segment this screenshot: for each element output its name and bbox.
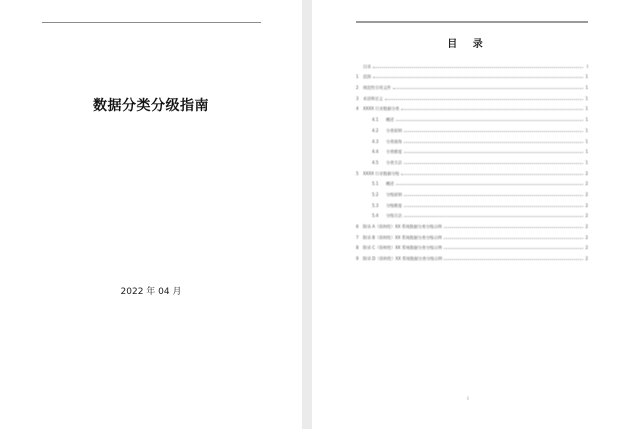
toc-entry-number: 5.4	[372, 213, 379, 219]
toc-entry-page: 1	[585, 127, 588, 133]
toc-leader-dots	[401, 173, 583, 175]
toc-entry[interactable]	[356, 79, 588, 90]
toc-entry-number: 3	[356, 95, 359, 101]
toc-leader-dots	[444, 237, 583, 239]
toc-entry-number: 1	[356, 74, 359, 80]
toc-leader-dots	[385, 98, 583, 100]
toc-entry-page: I	[586, 63, 588, 69]
cover-page	[0, 0, 302, 429]
toc-entry-number: 5	[356, 170, 359, 176]
toc-entry[interactable]	[356, 186, 588, 197]
toc-page	[312, 0, 624, 429]
toc-entry-title: 术语和定义	[363, 95, 383, 101]
toc-entry[interactable]	[356, 250, 588, 261]
toc-entry[interactable]	[356, 90, 588, 101]
toc-entry[interactable]	[356, 144, 588, 155]
toc-entry-title: 分类维度	[386, 149, 402, 155]
toc-entry-page: 2	[585, 213, 588, 219]
toc-leader-dots	[404, 141, 583, 143]
toc-entry-page: 2	[585, 256, 588, 262]
toc-leader-dots	[404, 215, 583, 217]
toc-entry-page: 1	[585, 117, 588, 123]
toc-entry[interactable]	[356, 240, 588, 251]
toc-leader-dots	[444, 258, 583, 260]
toc-entry-number: 4.3	[372, 138, 379, 144]
toc-entry[interactable]	[356, 218, 588, 229]
toc-entry-number: 9	[356, 256, 359, 262]
toc-entry-title: XXXX 行业数据分级	[363, 170, 400, 176]
toc-entry[interactable]	[356, 197, 588, 208]
toc-entry-page: 2	[585, 181, 588, 187]
toc-entry-number: 4.2	[372, 127, 379, 133]
toc-entry-title: 附录 B（资料性）XX 系统数据分类分级示例	[363, 234, 442, 240]
toc-entry-title: 分级原则	[386, 191, 402, 197]
toc-entry[interactable]	[356, 133, 588, 144]
toc-top-rule	[356, 21, 588, 23]
toc-entry-title: 分类方法	[386, 159, 402, 165]
toc-entry-title: 范围	[363, 74, 371, 80]
toc-leader-dots	[396, 183, 583, 185]
toc-entry-title: 分级方法	[386, 213, 402, 219]
toc-entry-title: 附录 C（资料性）XX 系统数据分类分级示例	[363, 245, 442, 251]
toc-entry-title: XXXX 行业数据分类	[363, 106, 400, 112]
toc-leader-dots	[404, 151, 583, 153]
toc-entry-number: 7	[356, 234, 359, 240]
toc-entry-title: 概述	[386, 181, 394, 187]
toc-entry-page: 2	[585, 224, 588, 229]
toc-entry-page: 1	[585, 95, 588, 101]
toc-entry[interactable]	[356, 69, 588, 80]
toc-entry-page: 2	[585, 202, 588, 208]
toc-entry-number: 5.2	[372, 191, 379, 197]
toc-leader-dots	[396, 119, 583, 121]
toc-entry-title: 规范性引用文件	[363, 85, 391, 91]
toc-entry-page: 1	[585, 106, 588, 112]
toc-entry-title: 分级维度	[386, 202, 402, 208]
toc-entry-title: 附录 A（资料性）XX 系统数据分类分级示例	[363, 224, 442, 229]
toc-entry[interactable]	[356, 154, 588, 165]
page-number: I	[467, 396, 469, 401]
toc-entry-number: 4	[356, 106, 359, 112]
toc-leader-dots	[444, 226, 583, 228]
toc-entry-number: 4.1	[372, 117, 379, 123]
toc-entry[interactable]	[356, 101, 588, 112]
toc-entry[interactable]	[356, 229, 588, 240]
toc-leader-dots	[404, 130, 583, 132]
toc-entry-page: 1	[585, 138, 588, 144]
toc-entry[interactable]	[356, 122, 588, 133]
cover-top-rule	[42, 22, 261, 23]
toc-leader-dots	[373, 66, 583, 68]
toc-entry-title: 概述	[386, 117, 394, 123]
toc-entry-page: 1	[585, 85, 588, 91]
toc-entry[interactable]	[356, 208, 588, 219]
toc-entry[interactable]	[356, 165, 588, 176]
toc-entry-number: 8	[356, 245, 359, 251]
toc-entry-title: 附录 D（资料性）XX 系统数据分类分级示例	[363, 256, 443, 262]
toc-leader-dots	[373, 76, 583, 78]
toc-entry-number: 5.1	[372, 181, 379, 187]
toc-entry-title: 目录	[363, 63, 371, 69]
toc-entry-page: 2	[585, 170, 588, 176]
document-title: 数据分类分级指南	[93, 98, 209, 114]
toc-entry-number: 4.5	[372, 159, 379, 165]
toc-entry-title: 分类原则	[386, 127, 402, 133]
toc-leader-dots	[393, 87, 583, 89]
document-date: 2022 年 04 月	[120, 287, 182, 297]
toc-list	[356, 58, 588, 261]
toc-leader-dots	[444, 247, 583, 249]
toc-entry-title: 分类视角	[386, 138, 402, 144]
toc-entry-number: 4.4	[372, 149, 379, 155]
toc-entry-page: 1	[585, 159, 588, 165]
toc-leader-dots	[401, 108, 583, 110]
toc-leader-dots	[404, 205, 583, 207]
toc-entry-number: 6	[356, 224, 359, 229]
toc-entry-page: 1	[585, 149, 588, 155]
toc-leader-dots	[404, 194, 583, 196]
toc-entry[interactable]	[356, 111, 588, 122]
toc-entry-page: 2	[585, 191, 588, 197]
toc-entry[interactable]	[356, 58, 588, 69]
toc-entry-page: 2	[585, 234, 588, 240]
toc-entry-number: 5.3	[372, 202, 379, 208]
toc-entry-number: 2	[356, 85, 359, 91]
toc-heading: 目 录	[447, 39, 489, 50]
toc-entry-page: 2	[585, 245, 588, 251]
toc-entry[interactable]	[356, 176, 588, 187]
toc-entry-page: 1	[585, 74, 588, 80]
toc-leader-dots	[404, 162, 583, 164]
